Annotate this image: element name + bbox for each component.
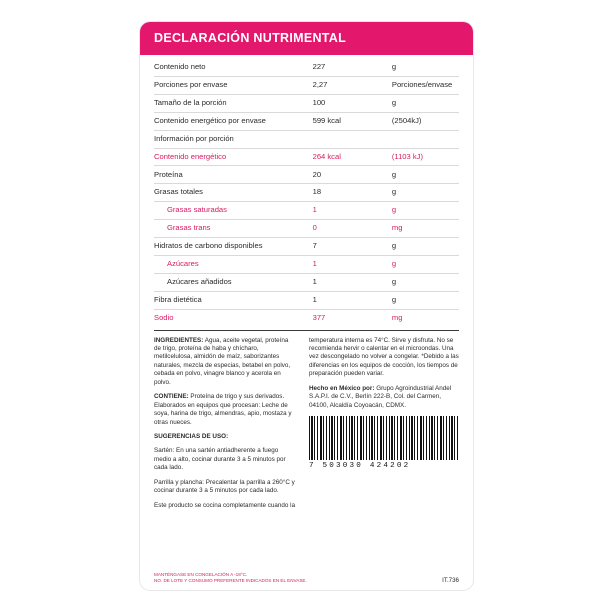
row-nutrient-name: Hidratos de carbono disponibles bbox=[154, 238, 313, 256]
row-nutrient-unit: g bbox=[392, 202, 459, 220]
table-row bbox=[154, 148, 459, 166]
usage-block bbox=[154, 433, 297, 441]
nutrition-table-wrapper bbox=[140, 55, 473, 327]
row-nutrient-value: 20 bbox=[313, 166, 392, 184]
row-nutrient-value: 7 bbox=[313, 238, 392, 256]
row-nutrient-name: Sodio bbox=[154, 312, 174, 322]
row-nutrient-value: 599 kcal bbox=[313, 112, 392, 130]
row-nutrient-unit: g bbox=[392, 59, 459, 76]
row-nutrient-value: 377 bbox=[312, 312, 326, 322]
row-nutrient-unit: mg bbox=[392, 220, 459, 238]
manufacturer-title: Hecho en México por: bbox=[309, 384, 375, 392]
row-nutrient-unit: Porciones/envase bbox=[392, 76, 459, 94]
info-section bbox=[140, 331, 473, 572]
contains-block bbox=[154, 393, 297, 427]
row-nutrient-value: 1 bbox=[313, 255, 392, 273]
page-title: DECLARACIÓN NUTRIMENTAL bbox=[140, 22, 473, 55]
barcode-image bbox=[309, 416, 459, 460]
row-nutrient-name: Contenido neto bbox=[154, 59, 313, 76]
row-nutrient-name: Información por porción bbox=[154, 130, 313, 148]
row-nutrient-value: 0 bbox=[313, 220, 392, 238]
usage-grill-text: Parrilla y plancha: Precalentar la parrilla a 260°C y cocinar durante 3 a 5 minutos por cada lado. bbox=[154, 478, 295, 495]
storage-line-2: NO. DE LOTE Y CONSUMO PREFERENTE INDICADOS EN EL ENVASE. bbox=[154, 577, 307, 583]
row-nutrient-value: 18 bbox=[313, 184, 392, 202]
ingredients-block bbox=[154, 337, 297, 388]
table-row bbox=[154, 94, 459, 112]
row-nutrient-unit: g bbox=[392, 166, 459, 184]
contains-title: CONTIENE: bbox=[154, 393, 189, 401]
table-row bbox=[154, 238, 459, 256]
row-nutrient-value: 2,27 bbox=[313, 76, 392, 94]
row-nutrient-unit: (2504kJ) bbox=[392, 112, 459, 130]
nutrition-table bbox=[154, 59, 459, 327]
contains-text: Proteína de trigo y sus derivados. Elaborados en equipos que procesan: Leche de soya, harina de trigo, almendras, apio, mostaza y otras nueces. bbox=[154, 393, 292, 426]
row-nutrient-unit: g bbox=[392, 255, 459, 273]
usage-continuation-text: temperatura interna es 74°C. Sirve y disfruta. No se recomienda hervir o calentar en el microondas. Una vez descongelado no volver a congelar. *Debido a las diferencias en los equipos de cocción, los tiempos de preparación pueden variar. bbox=[309, 336, 459, 378]
row-nutrient-unit: g bbox=[392, 291, 459, 309]
row-nutrient-name: Proteína bbox=[154, 166, 313, 184]
info-column-left bbox=[154, 337, 297, 572]
table-row bbox=[154, 166, 459, 184]
row-nutrient-unit bbox=[392, 130, 459, 148]
storage-line-1: MANTÉNGASE EN CONGELACIÓN A -18°C. bbox=[154, 571, 248, 577]
table-row bbox=[154, 273, 459, 291]
row-nutrient-unit: g bbox=[392, 94, 459, 112]
row-nutrient-value bbox=[313, 130, 392, 148]
storage-instructions bbox=[154, 572, 307, 584]
row-nutrient-unit: g bbox=[392, 238, 459, 256]
row-nutrient-value: 1 bbox=[313, 202, 392, 220]
barcode-number: 7 503030 424202 bbox=[309, 462, 411, 471]
row-nutrient-name: Azúcares bbox=[154, 255, 313, 273]
table-row bbox=[154, 112, 459, 130]
row-nutrient-name: Fibra dietética bbox=[154, 291, 313, 309]
row-nutrient-name: Contenido energético bbox=[154, 148, 313, 166]
table-row bbox=[154, 59, 459, 76]
table-row bbox=[154, 130, 459, 148]
row-nutrient-value: 227 bbox=[313, 59, 392, 76]
row-nutrient-unit: g bbox=[392, 273, 459, 291]
row-nutrient-name: Azúcares añadidos bbox=[154, 273, 313, 291]
row-nutrient-name: Tamaño de la porción bbox=[154, 94, 313, 112]
usage-cooking-text: Este producto se cocina completamente cuando la bbox=[154, 501, 296, 509]
nutrition-label-card bbox=[140, 22, 473, 590]
info-column-right bbox=[309, 337, 459, 572]
manufacturer-text: Grupo Agroindustrial Andel S.A.P.I. de C.V., Berlín 222-B, Col. del Carmen, 04100, Alcaldía Coyoacán, CDMX. bbox=[309, 384, 452, 409]
row-nutrient-value: 100 bbox=[313, 94, 392, 112]
usage-pan-text: Sartén: En una sartén antiadherente a fuego medio a alto, cocinar durante 3 a 5 minutos por cada lado. bbox=[154, 447, 286, 472]
row-nutrient-name: Grasas totales bbox=[154, 184, 313, 202]
row-nutrient-name: Grasas trans bbox=[154, 220, 313, 238]
table-row bbox=[154, 202, 459, 220]
manufacturer-block bbox=[309, 385, 459, 410]
label-footer bbox=[140, 572, 473, 590]
nutrition-table-body bbox=[154, 59, 459, 327]
table-row bbox=[154, 291, 459, 309]
row-nutrient-unit: (1103 kJ) bbox=[392, 148, 459, 166]
label-code: IT.736 bbox=[442, 577, 459, 584]
row-nutrient-name: Grasas saturadas bbox=[154, 202, 313, 220]
row-nutrient-value: 1 bbox=[313, 291, 392, 309]
ingredients-text: Agua, aceite vegetal, proteína de trigo, proteína de haba y chícharo, metilcelulosa, almidón de maíz, saborizantes naturales, mezcla de especias, betabel en polvo, cebada en polvo, vinagre blanco y acerola en polvo. bbox=[154, 336, 291, 386]
row-nutrient-unit: mg bbox=[391, 312, 403, 322]
barcode-block bbox=[309, 416, 459, 471]
table-row bbox=[154, 255, 459, 273]
row-nutrient-value: 264 kcal bbox=[313, 148, 392, 166]
row-nutrient-name: Contenido energético por envase bbox=[154, 112, 313, 130]
row-nutrient-name: Porciones por envase bbox=[154, 76, 313, 94]
table-row bbox=[154, 309, 459, 326]
row-nutrient-value: 1 bbox=[313, 273, 392, 291]
ingredients-title: INGREDIENTES: bbox=[154, 336, 204, 344]
usage-title: SUGERENCIAS DE USO: bbox=[154, 432, 229, 440]
table-row bbox=[154, 76, 459, 94]
table-row bbox=[154, 184, 459, 202]
row-nutrient-unit: g bbox=[392, 184, 459, 202]
table-row bbox=[154, 220, 459, 238]
